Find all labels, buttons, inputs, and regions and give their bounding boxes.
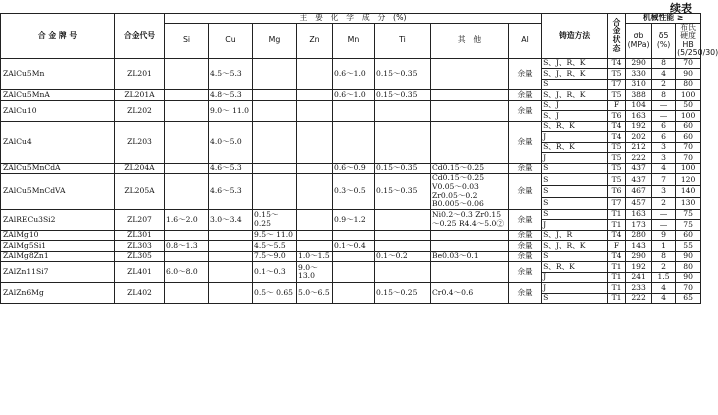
alloy-code: ZL305 bbox=[115, 251, 165, 262]
hardness: 100 bbox=[676, 163, 701, 174]
alloy-grade: ZAlCu5MnCdVA bbox=[1, 174, 115, 209]
hardness: 90 bbox=[676, 69, 701, 80]
si-cell bbox=[165, 163, 209, 174]
elongation: — bbox=[652, 100, 676, 111]
casting-method: S、J bbox=[542, 111, 608, 122]
elongation: 8 bbox=[652, 58, 676, 69]
alloy-grade: ZAlCu5MnCdA bbox=[1, 163, 115, 174]
tensile-strength: 437 bbox=[626, 174, 652, 186]
alloy-state: T1 bbox=[608, 272, 626, 283]
ti-cell bbox=[375, 209, 431, 230]
mn-cell: 0.9～1.2 bbox=[333, 209, 375, 230]
cu-cell: 4.6～5.3 bbox=[209, 163, 253, 174]
elongation: 6 bbox=[652, 132, 676, 143]
header-si: Si bbox=[165, 23, 209, 58]
cu-cell bbox=[209, 241, 253, 252]
mn-cell bbox=[333, 100, 375, 121]
zn-cell bbox=[297, 241, 333, 252]
alloy-state: T7 bbox=[608, 198, 626, 210]
elongation: — bbox=[652, 220, 676, 231]
cu-cell: 3.0～3.4 bbox=[209, 209, 253, 230]
tensile-strength: 212 bbox=[626, 142, 652, 153]
tensile-strength: 222 bbox=[626, 153, 652, 164]
hardness: 100 bbox=[676, 111, 701, 122]
alloy-code: ZL303 bbox=[115, 241, 165, 252]
other-cell: Be0.03～0.1 bbox=[431, 251, 509, 262]
alloy-state: T1 bbox=[608, 220, 626, 231]
alloy-state: T1 bbox=[608, 262, 626, 273]
zn-cell bbox=[297, 209, 333, 230]
mg-cell: 0.1～0.3 bbox=[253, 262, 297, 283]
mg-cell: 0.5～ 0.65 bbox=[253, 283, 297, 304]
tensile-strength: 310 bbox=[626, 79, 652, 90]
alloy-state: F bbox=[608, 100, 626, 111]
continued-label: 续表 bbox=[670, 2, 692, 15]
al-cell: 余量 bbox=[509, 241, 542, 252]
casting-method: S bbox=[542, 79, 608, 90]
casting-method: S bbox=[542, 174, 608, 186]
alloy-grade: ZAlZn11Si7 bbox=[1, 262, 115, 283]
zn-cell: 9.0～ 13.0 bbox=[297, 262, 333, 283]
si-cell bbox=[165, 230, 209, 241]
other-cell bbox=[431, 121, 509, 163]
tensile-strength: 104 bbox=[626, 100, 652, 111]
header-grade: 合 金 牌 号 bbox=[1, 14, 115, 59]
al-cell: 余量 bbox=[509, 262, 542, 283]
table-row bbox=[1, 230, 701, 241]
casting-method: S、R、K bbox=[542, 262, 608, 273]
hardness: 90 bbox=[676, 272, 701, 283]
hardness: 80 bbox=[676, 79, 701, 90]
other-cell: Cr0.4～0.6 bbox=[431, 283, 509, 304]
alloy-grade: ZAlRECu3Si2 bbox=[1, 209, 115, 230]
casting-method: S bbox=[542, 186, 608, 198]
ti-cell bbox=[375, 262, 431, 283]
cu-cell: 4.6～5.3 bbox=[209, 174, 253, 209]
mg-cell: 7.5～9.0 bbox=[253, 251, 297, 262]
cu-cell: 4.5～5.3 bbox=[209, 58, 253, 90]
hardness: 70 bbox=[676, 142, 701, 153]
alloy-grade: ZAlCu5Mn bbox=[1, 58, 115, 90]
elongation: 2 bbox=[652, 79, 676, 90]
table-row bbox=[1, 100, 701, 111]
al-cell: 余量 bbox=[509, 174, 542, 209]
elongation: 1 bbox=[652, 241, 676, 252]
header-delta: δ5 (%) bbox=[652, 23, 676, 58]
alloy-state: T6 bbox=[608, 186, 626, 198]
hardness: 140 bbox=[676, 186, 701, 198]
ti-cell: 0.15～0.25 bbox=[375, 283, 431, 304]
header-hb: 布氏硬度 HB (5/250/30) bbox=[677, 22, 718, 58]
casting-method: J bbox=[542, 132, 608, 143]
si-cell bbox=[165, 58, 209, 90]
header-ti: Ti bbox=[375, 23, 431, 58]
al-cell: 余量 bbox=[509, 251, 542, 262]
other-cell bbox=[431, 100, 509, 121]
table-row bbox=[1, 283, 701, 294]
mn-cell: 0.3～0.5 bbox=[333, 174, 375, 209]
alloy-code: ZL201 bbox=[115, 58, 165, 90]
tensile-strength: 173 bbox=[626, 220, 652, 231]
alloy-grade: ZAlCu10 bbox=[1, 100, 115, 121]
alloy-state: T5 bbox=[608, 174, 626, 186]
elongation: 4 bbox=[652, 163, 676, 174]
casting-method: J bbox=[542, 283, 608, 294]
elongation: 2 bbox=[652, 262, 676, 273]
mg-cell bbox=[253, 100, 297, 121]
tensile-strength: 457 bbox=[626, 198, 652, 210]
header-mg: Mg bbox=[253, 23, 297, 58]
header-code: 合金代号 bbox=[115, 14, 165, 59]
elongation: 8 bbox=[652, 90, 676, 101]
hardness: 80 bbox=[676, 262, 701, 273]
cu-cell: 4.8～5.3 bbox=[209, 90, 253, 101]
casting-method: S、J、R、K bbox=[542, 241, 608, 252]
alloy-state: T4 bbox=[608, 251, 626, 262]
alloy-grade: ZAlMg8Zn1 bbox=[1, 251, 115, 262]
tensile-strength: 163 bbox=[626, 111, 652, 122]
tensile-strength: 163 bbox=[626, 209, 652, 220]
hardness: 75 bbox=[676, 209, 701, 220]
hardness: 70 bbox=[676, 58, 701, 69]
zn-cell bbox=[297, 90, 333, 101]
alloy-state: T4 bbox=[608, 121, 626, 132]
elongation: 4 bbox=[652, 283, 676, 294]
alloy-table bbox=[0, 13, 718, 304]
al-cell: 余量 bbox=[509, 230, 542, 241]
ti-cell bbox=[375, 241, 431, 252]
zn-cell bbox=[297, 121, 333, 163]
mn-cell: 0.6～0.9 bbox=[333, 163, 375, 174]
cu-cell bbox=[209, 230, 253, 241]
elongation: — bbox=[652, 111, 676, 122]
tensile-strength: 202 bbox=[626, 132, 652, 143]
alloy-state: F bbox=[608, 241, 626, 252]
alloy-grade: ZAlZn6Mg bbox=[1, 283, 115, 304]
zn-cell bbox=[297, 100, 333, 121]
al-cell: 余量 bbox=[509, 90, 542, 101]
zn-cell bbox=[297, 58, 333, 90]
cu-cell bbox=[209, 262, 253, 283]
ti-cell: 0.1～0.2 bbox=[375, 251, 431, 262]
alloy-code: ZL402 bbox=[115, 283, 165, 304]
hardness: 65 bbox=[676, 293, 701, 304]
other-cell: Ni0.2～0.3 Zr0.15～0.25 R4.4～5.0② bbox=[431, 209, 509, 230]
casting-method: S、J、R、K bbox=[542, 69, 608, 80]
header-mech: 机械性能 ≥ bbox=[626, 14, 701, 24]
hardness: 70 bbox=[676, 283, 701, 294]
elongation: — bbox=[652, 209, 676, 220]
header-casting: 铸造方法 bbox=[542, 14, 608, 59]
elongation: 4 bbox=[652, 69, 676, 80]
table-header bbox=[1, 13, 718, 59]
mg-cell: 0.15～ 0.25 bbox=[253, 209, 297, 230]
si-cell bbox=[165, 174, 209, 209]
ti-cell: 0.15～0.35 bbox=[375, 174, 431, 209]
header-other: 其 他 bbox=[431, 23, 509, 58]
other-cell bbox=[431, 90, 509, 101]
mn-cell bbox=[333, 262, 375, 283]
alloy-grade: ZAlCu4 bbox=[1, 121, 115, 163]
table-row bbox=[1, 241, 701, 252]
si-cell bbox=[165, 100, 209, 121]
ti-cell bbox=[375, 121, 431, 163]
mn-cell: 0.6～1.0 bbox=[333, 58, 375, 90]
mg-cell bbox=[253, 58, 297, 90]
ti-cell: 0.15～0.35 bbox=[375, 163, 431, 174]
al-cell: 余量 bbox=[509, 100, 542, 121]
hardness: 55 bbox=[676, 241, 701, 252]
al-cell: 余量 bbox=[509, 58, 542, 90]
cu-cell: 9.0～ 11.0 bbox=[209, 100, 253, 121]
hardness: 60 bbox=[676, 121, 701, 132]
other-cell: Cd0.15～0.25 bbox=[431, 163, 509, 174]
alloy-code: ZL207 bbox=[115, 209, 165, 230]
alloy-state: T5 bbox=[608, 69, 626, 80]
hardness: 100 bbox=[676, 90, 701, 101]
casting-method: S bbox=[542, 251, 608, 262]
alloy-code: ZL203 bbox=[115, 121, 165, 163]
alloy-state: T5 bbox=[608, 90, 626, 101]
alloy-code: ZL401 bbox=[115, 262, 165, 283]
mg-cell bbox=[253, 174, 297, 209]
mn-cell: 0.1～0.4 bbox=[333, 241, 375, 252]
mg-cell bbox=[253, 90, 297, 101]
elongation: 3 bbox=[652, 142, 676, 153]
hardness: 50 bbox=[676, 100, 701, 111]
al-cell: 余量 bbox=[509, 163, 542, 174]
casting-method: S bbox=[542, 163, 608, 174]
mn-cell bbox=[333, 283, 375, 304]
hardness: 60 bbox=[676, 132, 701, 143]
alloy-grade: ZAlCu5MnA bbox=[1, 90, 115, 101]
casting-method: S、J、R bbox=[542, 230, 608, 241]
tensile-strength: 241 bbox=[626, 272, 652, 283]
mg-cell bbox=[253, 121, 297, 163]
mg-cell: 4.5～5.5 bbox=[253, 241, 297, 252]
casting-method: S、J、R、K bbox=[542, 58, 608, 69]
hardness: 75 bbox=[676, 220, 701, 231]
al-cell: 余量 bbox=[509, 283, 542, 304]
casting-method: S bbox=[542, 293, 608, 304]
elongation: 2 bbox=[652, 198, 676, 210]
alloy-state: T5 bbox=[608, 163, 626, 174]
table-row bbox=[1, 209, 701, 220]
si-cell bbox=[165, 251, 209, 262]
mn-cell bbox=[333, 230, 375, 241]
zn-cell bbox=[297, 230, 333, 241]
zn-cell: 1.0～1.5 bbox=[297, 251, 333, 262]
tensile-strength: 388 bbox=[626, 90, 652, 101]
si-cell: 1.6～2.0 bbox=[165, 209, 209, 230]
al-cell: 余量 bbox=[509, 121, 542, 163]
mn-cell bbox=[333, 251, 375, 262]
alloy-grade: ZAlMg5Si1 bbox=[1, 241, 115, 252]
hardness: 70 bbox=[676, 153, 701, 164]
casting-method: S、J bbox=[542, 100, 608, 111]
elongation: 8 bbox=[652, 251, 676, 262]
alloy-state: T4 bbox=[608, 230, 626, 241]
alloy-code: ZL201A bbox=[115, 90, 165, 101]
tensile-strength: 290 bbox=[626, 58, 652, 69]
other-cell bbox=[431, 58, 509, 90]
alloy-grade: ZAlMg10 bbox=[1, 230, 115, 241]
table-body bbox=[1, 58, 701, 303]
alloy-state: T6 bbox=[608, 111, 626, 122]
zn-cell bbox=[297, 163, 333, 174]
hardness: 130 bbox=[676, 198, 701, 210]
hardness: 120 bbox=[676, 174, 701, 186]
table-row bbox=[1, 262, 701, 273]
other-cell: Cd0.15～0.25 V0.05～0.03 Zr0.05～0.2 B0.005～0.06 bbox=[431, 174, 509, 209]
tensile-strength: 222 bbox=[626, 293, 652, 304]
alloy-state: T1 bbox=[608, 293, 626, 304]
tensile-strength: 437 bbox=[626, 163, 652, 174]
alloy-state: T1 bbox=[608, 283, 626, 294]
elongation: 9 bbox=[652, 230, 676, 241]
elongation: 6 bbox=[652, 121, 676, 132]
table-row bbox=[1, 58, 701, 69]
casting-method: S、R、K bbox=[542, 142, 608, 153]
table-row bbox=[1, 174, 701, 186]
tensile-strength: 143 bbox=[626, 241, 652, 252]
elongation: 3 bbox=[652, 153, 676, 164]
elongation: 4 bbox=[652, 293, 676, 304]
header-sigma: σb (MPa) bbox=[626, 23, 652, 58]
mn-cell: 0.6～1.0 bbox=[333, 90, 375, 101]
si-cell bbox=[165, 90, 209, 101]
tensile-strength: 290 bbox=[626, 251, 652, 262]
header-zn: Zn bbox=[297, 23, 333, 58]
alloy-code: ZL205A bbox=[115, 174, 165, 209]
alloy-state: T5 bbox=[608, 142, 626, 153]
alloy-state: T1 bbox=[608, 209, 626, 220]
alloy-code: ZL204A bbox=[115, 163, 165, 174]
header-mn: Mn bbox=[333, 23, 375, 58]
other-cell bbox=[431, 262, 509, 283]
casting-method: S、J、R、K bbox=[542, 90, 608, 101]
si-cell: 0.8～1.3 bbox=[165, 241, 209, 252]
alloy-code: ZL202 bbox=[115, 100, 165, 121]
alloy-state: T7 bbox=[608, 79, 626, 90]
table-row bbox=[1, 121, 701, 132]
tensile-strength: 280 bbox=[626, 230, 652, 241]
ti-cell: 0.15～0.35 bbox=[375, 90, 431, 101]
casting-method: J bbox=[542, 272, 608, 283]
alloy-state: T5 bbox=[608, 153, 626, 164]
ti-cell bbox=[375, 230, 431, 241]
tensile-strength: 233 bbox=[626, 283, 652, 294]
hardness: 60 bbox=[676, 230, 701, 241]
other-cell bbox=[431, 241, 509, 252]
cu-cell: 4.0～5.0 bbox=[209, 121, 253, 163]
tensile-strength: 330 bbox=[626, 69, 652, 80]
casting-method: S、R、K bbox=[542, 121, 608, 132]
zn-cell: 5.0～6.5 bbox=[297, 283, 333, 304]
mg-cell: 9.5～ 11.0 bbox=[253, 230, 297, 241]
hardness: 90 bbox=[676, 251, 701, 262]
tensile-strength: 192 bbox=[626, 262, 652, 273]
zn-cell bbox=[297, 174, 333, 209]
mg-cell bbox=[253, 163, 297, 174]
table-row bbox=[1, 163, 701, 174]
alloy-code: ZL301 bbox=[115, 230, 165, 241]
ti-cell: 0.15～0.35 bbox=[375, 58, 431, 90]
al-cell: 余量 bbox=[509, 209, 542, 230]
elongation: 7 bbox=[652, 174, 676, 186]
casting-method: S bbox=[542, 198, 608, 210]
tensile-strength: 467 bbox=[626, 186, 652, 198]
si-cell bbox=[165, 283, 209, 304]
elongation: 1.5 bbox=[652, 272, 676, 283]
ti-cell bbox=[375, 100, 431, 121]
header-composition: 主 要 化 学 成 分 (%) bbox=[165, 14, 542, 24]
header-al: Al bbox=[509, 23, 542, 58]
tensile-strength: 192 bbox=[626, 121, 652, 132]
mn-cell bbox=[333, 121, 375, 163]
casting-method: J bbox=[542, 220, 608, 231]
table-row bbox=[1, 251, 701, 262]
casting-method: J bbox=[542, 153, 608, 164]
alloy-state: T4 bbox=[608, 58, 626, 69]
si-cell bbox=[165, 121, 209, 163]
elongation: 3 bbox=[652, 186, 676, 198]
si-cell: 6.0～8.0 bbox=[165, 262, 209, 283]
casting-method: S bbox=[542, 209, 608, 220]
header-cu: Cu bbox=[209, 23, 253, 58]
cu-cell bbox=[209, 283, 253, 304]
header-state: 合金状态 bbox=[608, 14, 626, 59]
alloy-state: T4 bbox=[608, 132, 626, 143]
cu-cell bbox=[209, 251, 253, 262]
table-row bbox=[1, 90, 701, 101]
other-cell bbox=[431, 230, 509, 241]
